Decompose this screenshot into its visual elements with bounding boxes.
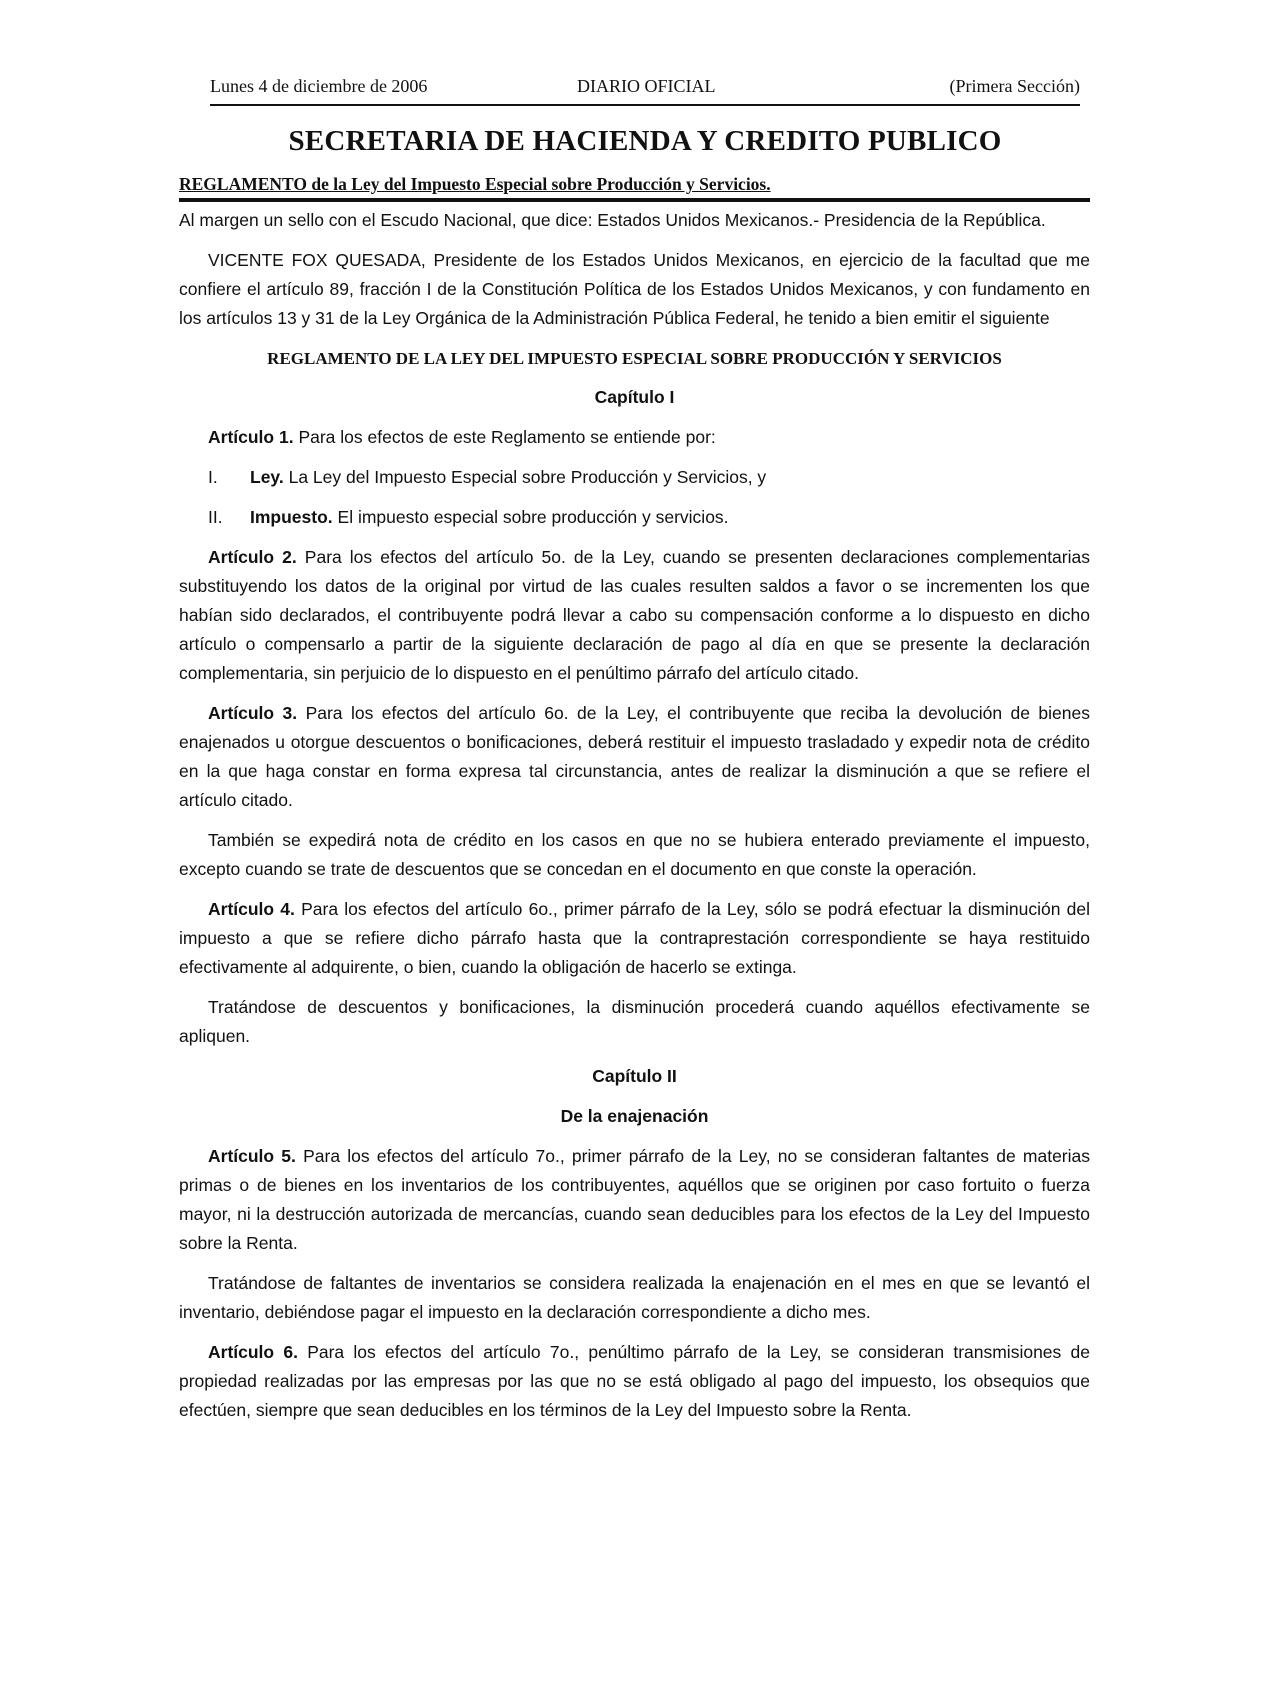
definition-term: Ley. [250, 467, 284, 487]
definition-term: Impuesto. [250, 507, 333, 527]
definition-number: II. [208, 507, 223, 527]
article-4 [179, 895, 1090, 982]
chapter-2-title: Capítulo II [592, 1066, 677, 1086]
article-4-paragraph-2: Tratándose de descuentos y bonificaciones, la disminución procederá cuando aquéllos efectivamente se apliquen. [179, 997, 1090, 1046]
regulation-title: REGLAMENTO DE LA LEY DEL IMPUESTO ESPECIAL SOBRE PRODUCCIÓN Y SERVICIOS [267, 349, 1002, 368]
chapter-1-title: Capítulo I [594, 387, 675, 407]
preamble: VICENTE FOX QUESADA, Presidente de los Estados Unidos Mexicanos, en ejercicio de la facultad que me confiere el artículo 89, fracción I de la Constitución Política de los Estados Unidos Mexicanos, y con fundamento en los artículos 13 y 31 de la Ley Orgánica de la Administración Pública Federal, he tenido a bien emitir el siguiente [179, 250, 1090, 328]
running-header [210, 76, 1080, 106]
article-1 [179, 423, 1090, 452]
definition-number: I. [208, 467, 218, 487]
article-6-text: Para los efectos del artículo 7o., penúltimo párrafo de la Ley, se consideran transmisiones de propiedad realizadas por las empresas por las que no se está obligado al pago del impuesto, los obsequios que efectúen, siempre que sean deducibles en los términos de la Ley del Impuesto sobre la Renta. [179, 1342, 1090, 1420]
document-heading-rest: de la Ley del Impuesto Especial sobre Producción y Servicios. [307, 174, 771, 194]
margin-note: Al margen un sello con el Escudo Nacional, que dice: Estados Unidos Mexicanos.- Presidencia de la República. [179, 210, 1046, 230]
chapter-2-subtitle: De la enajenación [560, 1106, 709, 1126]
document-body [179, 206, 1090, 1436]
article-2 [179, 543, 1090, 688]
article-2-text: Para los efectos del artículo 5o. de la Ley, cuando se presenten declaraciones complementarias substituyendo los datos de la original por virtud de las cuales resulten saldos a favor o se incrementen los que habían sido declarados, el contribuyente podrá llevar a cabo su compensación conforme a lo dispuesto en dicho artículo o compensarlo a partir de la siguiente declaración de pago al día en que se presente la declaración complementaria, sin perjuicio de lo dispuesto en el penúltimo párrafo del artículo citado. [179, 547, 1090, 683]
article-3-label: Artículo 3. [208, 703, 298, 723]
article-6 [179, 1338, 1090, 1425]
definition-text: El impuesto especial sobre producción y servicios. [332, 507, 729, 527]
definition-item [179, 503, 1090, 532]
article-4-text: Para los efectos del artículo 6o., primer párrafo de la Ley, sólo se podrá efectuar la disminución del impuesto a que se refiere dicho párrafo hasta que la contraprestación correspondiente se haya restituido efectivamente al adquirente, o bien, cuando la obligación de hacerlo se extinga. [179, 899, 1090, 977]
definition-body [250, 503, 729, 532]
article-2-label: Artículo 2. [208, 547, 297, 567]
header-publication: DIARIO OFICIAL [577, 76, 716, 96]
document-heading [179, 174, 1090, 202]
document-heading-lead: REGLAMENTO [179, 174, 308, 194]
definition-body [250, 463, 766, 492]
article-1-label: Artículo 1. [208, 427, 294, 447]
article-3 [179, 699, 1090, 815]
header-date: Lunes 4 de diciembre de 2006 [210, 76, 428, 96]
article-3-text: Para los efectos del artículo 6o. de la Ley, el contribuyente que reciba la devolución de bienes enajenados u otorgue descuentos o bonificaciones, deberá restituir el impuesto trasladado y expedir nota de crédito en la que haga constar en forma expresa tal circunstancia, antes de realizar la disminución a que se refiere el artículo citado. [179, 703, 1090, 810]
article-5-label: Artículo 5. [208, 1146, 296, 1166]
article-5-text: Para los efectos del artículo 7o., primer párrafo de la Ley, no se consideran faltantes de materias primas o de bienes en los inventarios de los contribuyentes, aquéllos que se originen por caso fortuito o fuerza mayor, ni la destrucción autorizada de mercancías, cuando sean deducibles para los efectos de la Ley del Impuesto sobre la Renta. [179, 1146, 1090, 1253]
header-section: (Primera Sección) [949, 76, 1080, 96]
definition-text: La Ley del Impuesto Especial sobre Producción y Servicios, y [283, 467, 767, 487]
article-6-label: Artículo 6. [208, 1342, 298, 1362]
article-5 [179, 1142, 1090, 1258]
definition-item [179, 463, 1090, 492]
article-5-paragraph-2: Tratándose de faltantes de inventarios se considera realizada la enajenación en el mes en que se levantó el inventario, debiéndose pagar el impuesto en la declaración correspondiente a dicho mes. [179, 1273, 1090, 1322]
article-1-text: Para los efectos de este Reglamento se entiende por: [293, 427, 716, 447]
section-title: SECRETARIA DE HACIENDA Y CREDITO PUBLICO [288, 125, 1002, 157]
article-3-paragraph-2: También se expedirá nota de crédito en los casos en que no se hubiera enterado previamente el impuesto, excepto cuando se trate de descuentos que se concedan en el documento en que conste la operación. [179, 830, 1090, 879]
article-4-label: Artículo 4. [208, 899, 295, 919]
